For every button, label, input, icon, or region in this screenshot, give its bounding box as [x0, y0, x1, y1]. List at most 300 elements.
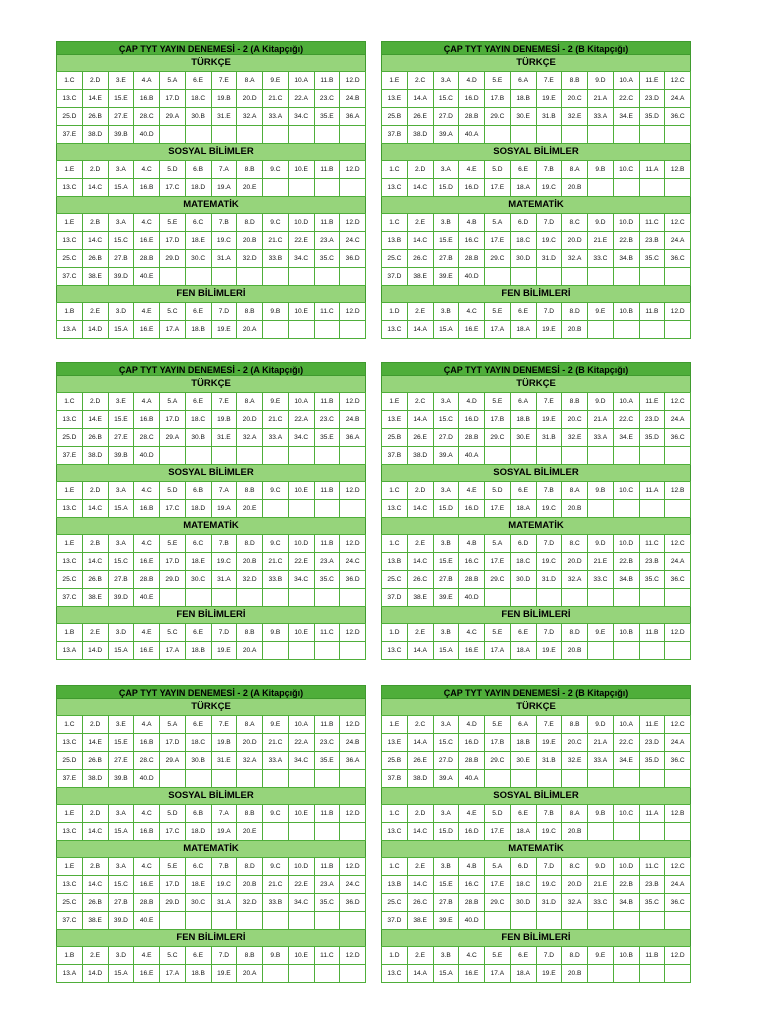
section-title: TÜRKÇE — [56, 699, 366, 715]
answer-cell: 1.C — [57, 716, 83, 734]
answer-row — [57, 571, 366, 589]
answer-cell: 7.D — [536, 858, 562, 876]
answer-cell: 35.E — [314, 752, 340, 770]
answer-cell — [288, 268, 314, 286]
answer-row — [57, 108, 366, 126]
answer-cell: 9.C — [263, 214, 289, 232]
answer-cell: 7.D — [536, 947, 562, 965]
answer-cell: 11.B — [639, 624, 665, 642]
card-title: ÇAP TYT YAYIN DENEMESİ - 2 (B Kitapçığı) — [381, 362, 691, 376]
answer-cell: 25.C — [57, 571, 83, 589]
answer-cell: 40.D — [134, 770, 160, 788]
answer-cell: 6.B — [185, 805, 211, 823]
answer-cell — [288, 321, 314, 339]
answer-row — [382, 126, 691, 144]
answer-cell: 3.D — [108, 947, 134, 965]
answer-cell — [485, 770, 511, 788]
answer-cell: 22.B — [613, 232, 639, 250]
answer-cell: 10.C — [613, 805, 639, 823]
answer-cell: 19.B — [211, 90, 237, 108]
answer-cell: 16.C — [459, 553, 485, 571]
answer-cell: 16.E — [134, 321, 160, 339]
answer-cell — [263, 912, 289, 930]
answer-cell: 12.D — [665, 624, 691, 642]
answer-cell: 36.D — [340, 571, 366, 589]
answer-cell: 19.E — [211, 642, 237, 660]
answer-cell: 1.B — [57, 303, 83, 321]
answer-cell: 39.E — [433, 268, 459, 286]
answer-cell: 33.C — [588, 894, 614, 912]
answer-cell — [562, 447, 588, 465]
answer-cell: 15.A — [108, 642, 134, 660]
answer-cell — [288, 823, 314, 841]
answer-cell: 40.E — [134, 912, 160, 930]
answer-cell — [485, 268, 511, 286]
answer-cell: 2.E — [407, 303, 433, 321]
answer-cell: 21.E — [588, 553, 614, 571]
answer-cell: 28.B — [459, 894, 485, 912]
answer-cell: 23.C — [314, 734, 340, 752]
answer-cell: 20.E — [237, 179, 263, 197]
answer-cell: 1.D — [382, 624, 408, 642]
answer-cell: 20.D — [562, 232, 588, 250]
answer-row — [382, 553, 691, 571]
answer-cell: 16.D — [459, 500, 485, 518]
section-title: SOSYAL BİLİMLER — [56, 465, 366, 481]
answer-cell: 12.D — [340, 624, 366, 642]
answer-cell — [340, 500, 366, 518]
answer-cell: 12.D — [340, 535, 366, 553]
answer-cell: 7.D — [211, 303, 237, 321]
answer-cell: 33.A — [263, 752, 289, 770]
answer-cell: 3.A — [433, 716, 459, 734]
answer-cell: 2.E — [407, 535, 433, 553]
answer-cell — [340, 447, 366, 465]
answer-cell: 25.D — [57, 108, 83, 126]
answer-cell: 33.B — [263, 571, 289, 589]
answer-cell: 20.C — [562, 734, 588, 752]
answer-cell: 16.E — [459, 965, 485, 983]
answer-cell: 17.D — [160, 232, 186, 250]
answer-cell: 20.D — [237, 411, 263, 429]
answer-cell: 5.E — [485, 393, 511, 411]
answer-cell: 4.A — [134, 716, 160, 734]
answer-cell: 17.E — [485, 823, 511, 841]
answer-cell: 25.C — [57, 894, 83, 912]
answer-cell: 11.B — [639, 947, 665, 965]
answer-row — [382, 805, 691, 823]
answer-row — [382, 250, 691, 268]
answer-cell: 8.C — [562, 858, 588, 876]
answer-cell: 30.B — [185, 108, 211, 126]
answer-table — [381, 715, 691, 788]
answer-cell: 17.B — [485, 734, 511, 752]
answer-cell: 34.C — [288, 429, 314, 447]
answer-cell: 18.A — [510, 965, 536, 983]
answer-cell: 39.A — [433, 770, 459, 788]
answer-cell — [263, 321, 289, 339]
answer-cell: 22.A — [288, 734, 314, 752]
answer-cell: 11.A — [639, 161, 665, 179]
answer-cell: 16.B — [134, 734, 160, 752]
answer-cell: 16.B — [134, 500, 160, 518]
answer-cell — [160, 126, 186, 144]
answer-cell: 19.E — [536, 734, 562, 752]
answer-row — [57, 126, 366, 144]
answer-cell: 6.E — [510, 624, 536, 642]
answer-row — [382, 179, 691, 197]
answer-cell: 16.D — [459, 179, 485, 197]
answer-cell: 37.C — [57, 268, 83, 286]
answer-cell: 14.C — [407, 823, 433, 841]
answer-cell: 7.D — [211, 624, 237, 642]
answer-cell: 37.B — [382, 770, 408, 788]
answer-cell — [211, 589, 237, 607]
answer-cell: 12.D — [340, 947, 366, 965]
answer-cell: 6.E — [510, 947, 536, 965]
answer-cell: 22.E — [288, 553, 314, 571]
answer-cell: 4.B — [459, 535, 485, 553]
answer-cell — [237, 912, 263, 930]
answer-cell: 25.C — [382, 571, 408, 589]
answer-cell — [340, 642, 366, 660]
answer-cell: 4.B — [459, 858, 485, 876]
answer-cell: 38.D — [407, 126, 433, 144]
answer-cell — [588, 321, 614, 339]
answer-cell: 39.D — [108, 912, 134, 930]
section-title: TÜRKÇE — [381, 55, 691, 71]
answer-cell: 15.C — [108, 553, 134, 571]
answer-cell: 17.D — [160, 553, 186, 571]
answer-table — [381, 302, 691, 339]
answer-cell — [160, 268, 186, 286]
answer-cell: 2.E — [82, 303, 108, 321]
answer-cell — [160, 447, 186, 465]
answer-cell — [185, 268, 211, 286]
answer-cell: 7.A — [211, 482, 237, 500]
answer-cell: 18.D — [185, 823, 211, 841]
answer-cell: 13.C — [57, 553, 83, 571]
answer-cell: 19.E — [536, 411, 562, 429]
answer-cell: 27.B — [108, 250, 134, 268]
answer-cell: 36.C — [665, 250, 691, 268]
answer-cell — [314, 126, 340, 144]
answer-cell — [185, 126, 211, 144]
answer-table — [56, 946, 366, 983]
answer-cell: 17.C — [160, 823, 186, 841]
answer-row — [57, 770, 366, 788]
answer-cell: 39.D — [108, 268, 134, 286]
answer-cell: 9.B — [263, 303, 289, 321]
answer-cell: 3.A — [108, 805, 134, 823]
answer-cell: 14.C — [82, 553, 108, 571]
answer-cell: 5.D — [485, 482, 511, 500]
answer-cell: 12.D — [340, 72, 366, 90]
answer-cell: 33.A — [588, 429, 614, 447]
answer-cell: 12.D — [340, 482, 366, 500]
answer-cell: 6.E — [510, 482, 536, 500]
answer-cell: 20.E — [237, 500, 263, 518]
answer-row — [57, 876, 366, 894]
answer-cell: 4.C — [134, 161, 160, 179]
answer-cell: 16.B — [134, 823, 160, 841]
answer-cell: 7.E — [536, 393, 562, 411]
answer-cell — [639, 912, 665, 930]
answer-cell: 5.E — [160, 858, 186, 876]
answer-cell: 37.D — [382, 268, 408, 286]
section-title: MATEMATİK — [381, 841, 691, 857]
answer-cell: 18.D — [185, 179, 211, 197]
answer-cell — [588, 642, 614, 660]
section-title: SOSYAL BİLİMLER — [381, 144, 691, 160]
answer-table — [56, 534, 366, 607]
answer-cell: 4.A — [134, 72, 160, 90]
answer-cell: 14.C — [82, 232, 108, 250]
answer-cell: 39.E — [433, 589, 459, 607]
answer-row — [57, 161, 366, 179]
answer-cell: 11.C — [639, 535, 665, 553]
answer-cell: 36.C — [665, 752, 691, 770]
answer-cell: 35.D — [639, 429, 665, 447]
answer-cell: 20.A — [237, 965, 263, 983]
answer-cell: 34.E — [613, 429, 639, 447]
answer-cell: 24.A — [665, 232, 691, 250]
answer-cell: 5.C — [160, 303, 186, 321]
answer-cell: 7.B — [211, 535, 237, 553]
answer-cell: 39.A — [433, 126, 459, 144]
answer-cell: 21.C — [263, 411, 289, 429]
answer-cell: 30.B — [185, 752, 211, 770]
answer-cell: 25.C — [382, 894, 408, 912]
answer-cell: 26.B — [82, 429, 108, 447]
answer-cell — [263, 965, 289, 983]
answer-cell — [613, 447, 639, 465]
answer-row — [57, 965, 366, 983]
answer-cell: 3.A — [433, 805, 459, 823]
answer-cell: 13.B — [382, 232, 408, 250]
section-title: TÜRKÇE — [381, 699, 691, 715]
answer-cell — [211, 912, 237, 930]
answer-cell: 4.C — [134, 805, 160, 823]
answer-cell — [588, 447, 614, 465]
answer-cell: 32.D — [237, 571, 263, 589]
answer-cell: 36.C — [665, 571, 691, 589]
answer-cell: 32.E — [562, 108, 588, 126]
answer-table — [56, 804, 366, 841]
answer-row — [382, 858, 691, 876]
answer-cell: 3.B — [433, 624, 459, 642]
answer-cell — [588, 823, 614, 841]
answer-row — [57, 250, 366, 268]
answer-cell — [588, 500, 614, 518]
answer-cell: 13.C — [382, 321, 408, 339]
answer-cell: 33.A — [588, 108, 614, 126]
answer-cell: 27.B — [433, 250, 459, 268]
answer-cell — [665, 179, 691, 197]
answer-cell: 18.B — [510, 734, 536, 752]
answer-cell: 10.D — [288, 858, 314, 876]
answer-table — [56, 857, 366, 930]
answer-cell: 18.C — [510, 553, 536, 571]
answer-cell: 38.E — [407, 912, 433, 930]
answer-cell: 3.E — [108, 716, 134, 734]
answer-cell: 17.B — [485, 90, 511, 108]
answer-cell: 1.E — [57, 214, 83, 232]
answer-cell: 6.E — [510, 805, 536, 823]
answer-cell: 17.A — [160, 965, 186, 983]
answer-table — [381, 623, 691, 660]
answer-cell: 5.A — [485, 214, 511, 232]
answer-cell: 23.B — [639, 553, 665, 571]
answer-cell: 15.C — [433, 734, 459, 752]
answer-cell: 3.A — [108, 214, 134, 232]
answer-cell: 9.C — [263, 161, 289, 179]
answer-cell — [263, 642, 289, 660]
answer-cell: 31.D — [536, 250, 562, 268]
answer-cell — [263, 589, 289, 607]
answer-cell: 12.C — [665, 72, 691, 90]
answer-cell: 14.A — [407, 90, 433, 108]
answer-cell: 30.D — [510, 571, 536, 589]
answer-cell — [237, 268, 263, 286]
answer-row — [57, 858, 366, 876]
answer-cell: 33.C — [588, 571, 614, 589]
answer-cell: 25.D — [57, 429, 83, 447]
answer-cell: 31.B — [536, 108, 562, 126]
answer-cell: 36.A — [340, 752, 366, 770]
answer-cell — [665, 642, 691, 660]
answer-cell: 22.A — [288, 90, 314, 108]
answer-cell: 23.A — [314, 876, 340, 894]
answer-cell: 32.E — [562, 752, 588, 770]
answer-cell — [288, 589, 314, 607]
answer-cell: 10.D — [288, 214, 314, 232]
answer-cell: 19.C — [211, 553, 237, 571]
answer-row — [382, 303, 691, 321]
answer-cell: 6.A — [510, 72, 536, 90]
answer-row — [57, 589, 366, 607]
answer-cell: 10.E — [288, 805, 314, 823]
answer-cell: 7.B — [536, 482, 562, 500]
answer-cell: 3.E — [108, 72, 134, 90]
answer-cell: 17.B — [485, 411, 511, 429]
answer-cell: 33.A — [588, 752, 614, 770]
answer-cell: 13.C — [57, 90, 83, 108]
answer-cell: 13.C — [57, 823, 83, 841]
answer-cell: 19.A — [211, 179, 237, 197]
answer-cell: 18.E — [185, 232, 211, 250]
answer-cell: 9.D — [588, 858, 614, 876]
answer-cell: 29.D — [160, 571, 186, 589]
answer-cell: 1.C — [382, 214, 408, 232]
answer-cell: 5.D — [485, 805, 511, 823]
answer-cell: 35.C — [639, 250, 665, 268]
answer-cell: 11.A — [639, 482, 665, 500]
answer-cell: 14.A — [407, 965, 433, 983]
answer-cell: 4.D — [459, 72, 485, 90]
answer-cell: 1.C — [382, 535, 408, 553]
answer-cell: 27.D — [433, 108, 459, 126]
answer-cell — [340, 965, 366, 983]
answer-cell: 17.E — [485, 179, 511, 197]
answer-cell — [263, 268, 289, 286]
answer-row — [382, 214, 691, 232]
answer-cell — [288, 447, 314, 465]
answer-cell: 14.C — [82, 500, 108, 518]
answer-cell: 12.D — [340, 303, 366, 321]
answer-row — [57, 321, 366, 339]
answer-cell: 29.C — [485, 108, 511, 126]
answer-cell: 13.C — [382, 965, 408, 983]
answer-cell: 31.E — [211, 429, 237, 447]
answer-cell: 8.A — [562, 161, 588, 179]
answer-cell: 20.D — [237, 734, 263, 752]
answer-cell — [340, 321, 366, 339]
answer-cell: 2.E — [407, 624, 433, 642]
section-title: FEN BİLİMLERİ — [56, 930, 366, 946]
answer-cell: 10.E — [288, 303, 314, 321]
answer-cell: 28.B — [134, 894, 160, 912]
answer-cell: 3.D — [108, 303, 134, 321]
answer-cell: 29.A — [160, 752, 186, 770]
answer-cell: 3.B — [433, 858, 459, 876]
answer-table — [381, 946, 691, 983]
answer-cell: 16.D — [459, 734, 485, 752]
answer-cell: 17.E — [485, 500, 511, 518]
answer-table — [381, 534, 691, 607]
answer-cell: 11.B — [314, 716, 340, 734]
answer-row — [57, 716, 366, 734]
answer-cell — [211, 268, 237, 286]
answer-row — [382, 894, 691, 912]
answer-cell: 5.C — [160, 624, 186, 642]
answer-cell: 3.A — [108, 858, 134, 876]
answer-cell — [185, 770, 211, 788]
answer-cell: 1.E — [382, 72, 408, 90]
answer-cell: 17.D — [160, 90, 186, 108]
answer-cell: 7.D — [536, 214, 562, 232]
answer-cell: 13.B — [382, 553, 408, 571]
answer-cell: 5.A — [485, 858, 511, 876]
answer-cell — [340, 589, 366, 607]
answer-cell: 6.D — [510, 535, 536, 553]
answer-cell: 12.B — [665, 482, 691, 500]
answer-cell: 21.A — [588, 90, 614, 108]
answer-cell: 21.C — [263, 734, 289, 752]
answer-row — [57, 303, 366, 321]
answer-cell — [536, 126, 562, 144]
answer-cell: 27.D — [433, 429, 459, 447]
answer-cell: 5.D — [485, 161, 511, 179]
section-title: MATEMATİK — [56, 197, 366, 213]
answer-cell: 20.C — [562, 90, 588, 108]
answer-cell: 8.C — [562, 535, 588, 553]
answer-cell: 3.A — [108, 161, 134, 179]
answer-row — [382, 770, 691, 788]
section-title: FEN BİLİMLERİ — [381, 286, 691, 302]
answer-cell: 10.C — [613, 161, 639, 179]
answer-cell: 5.A — [160, 72, 186, 90]
section-title: SOSYAL BİLİMLER — [381, 788, 691, 804]
answer-cell: 24.B — [340, 734, 366, 752]
answer-cell: 16.C — [459, 876, 485, 894]
answer-cell: 29.C — [485, 250, 511, 268]
answer-cell: 27.E — [108, 108, 134, 126]
answer-cell: 15.A — [433, 321, 459, 339]
answer-cell — [485, 126, 511, 144]
answer-cell: 8.B — [237, 947, 263, 965]
answer-cell: 17.D — [160, 411, 186, 429]
